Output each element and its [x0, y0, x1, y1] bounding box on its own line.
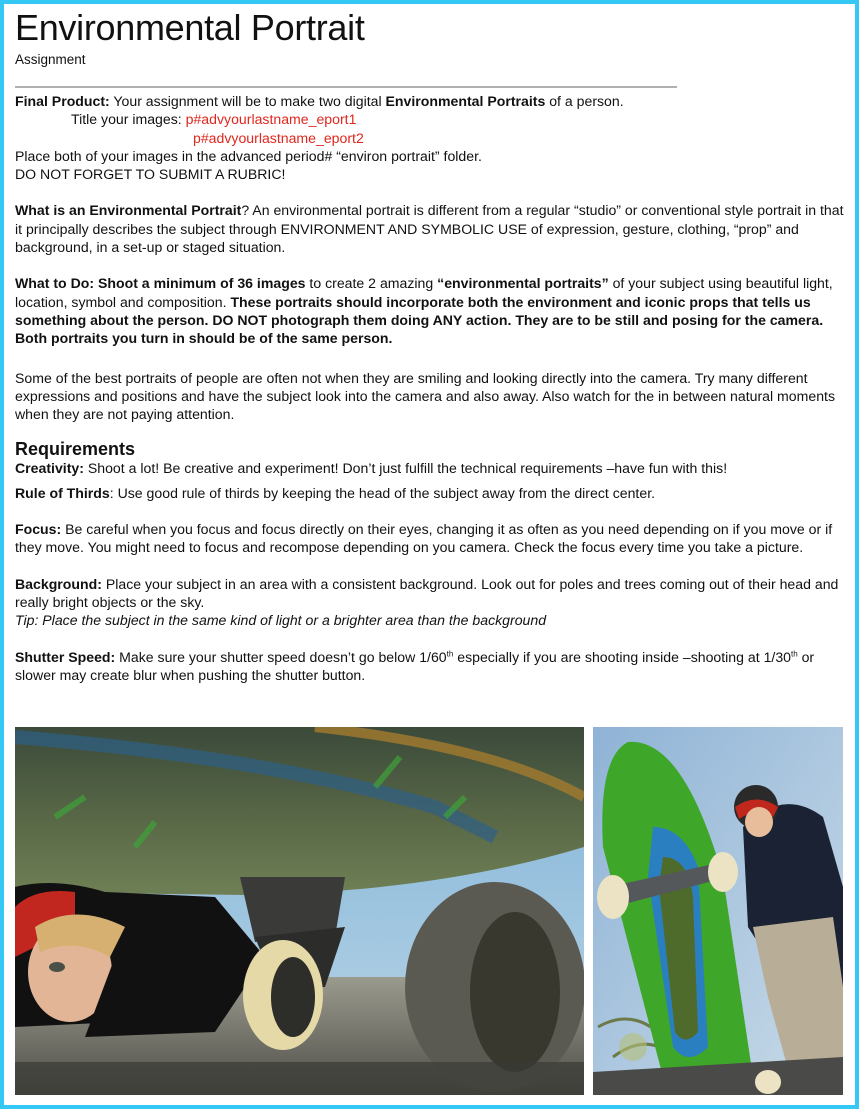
rule-of-thirds-item	[15, 484, 845, 502]
focus-item	[15, 520, 845, 557]
rubric-reminder: DO NOT FORGET TO SUBMIT A RUBRIC!	[15, 166, 286, 183]
what-is-label: What is an Environmental Portrait	[15, 202, 242, 219]
shutter-label: Shutter Speed:	[15, 648, 116, 665]
what-to-do-label: What to Do: Shoot a minimum of 36 images	[15, 275, 306, 292]
what-is-section	[15, 201, 845, 256]
filename-1: p#advyourlastname_eport1	[185, 111, 357, 128]
best-portraits-text: Some of the best portraits of people are often not when they are smiling and looking directly into the camera. Try many different expressions and positions and have the subject look into the camera and also away. Also watch for the in between natural moments when they are not paying attention.	[15, 369, 836, 423]
final-product-text: Your assignment will be to make two digital	[109, 93, 386, 109]
shutter-text1: Make sure your shutter speed doesn’t go below 1/60	[115, 648, 447, 665]
thirds-label: Rule of Thirds	[15, 484, 110, 501]
final-product-text-end: of a person.	[545, 93, 624, 109]
what-is-paragraph	[15, 201, 845, 256]
filename-2: p#advyourlastname_eport2	[193, 129, 364, 146]
shutter-text3: or slower may create blur when pushing the shutter button.	[15, 648, 815, 683]
shutter-sup1: th	[446, 648, 454, 658]
final-product-bold: Environmental Portraits	[385, 93, 546, 109]
divider	[15, 86, 677, 88]
thirds-text: : Use good rule of thirds by keeping the head of the subject away from the direct center.	[109, 484, 656, 501]
shutter-sup2: th	[791, 648, 798, 658]
what-to-do-text2: of your subject using beautiful light, location, symbol and composition.	[15, 275, 833, 310]
page-subtitle: Assignment	[15, 52, 86, 67]
photo-under-skateboard-image	[15, 727, 584, 1095]
what-to-do-section	[15, 274, 845, 347]
shutter-text2: especially if you are shooting inside –shooting at 1/30	[453, 648, 791, 665]
background-label: Background:	[15, 575, 102, 592]
creativity-item	[15, 459, 845, 477]
creativity-text: Shoot a lot! Be creative and experiment! Don’t just fulfill the technical requirements –have fun with this!	[83, 460, 728, 477]
title-images-label: Title your images:	[71, 111, 186, 128]
what-to-do-bold1: “environmental portraits”	[437, 275, 609, 292]
example-photos	[15, 727, 845, 1095]
what-is-text: ? An environmental portrait is different from a regular “studio” or conventional style portrait in that it principally describes the subject through ENVIRONMENT AND SYMBOLIC USE of expression, gesture, clothing, “prop” and background, in a set-up or staged situation.	[15, 202, 844, 256]
creativity-label: Creativity:	[15, 460, 84, 477]
best-portraits-section	[15, 369, 845, 424]
final-product-section	[15, 92, 845, 183]
what-to-do-text1: to create 2 amazing	[305, 275, 438, 292]
background-paragraph	[15, 575, 845, 612]
filename-2-line	[15, 129, 845, 147]
what-to-do-bold2: These portraits should incorporate both the environment and iconic props that tells us something about the person. DO NOT photograph them doing ANY action. They are to be still and posing for the camera. Both portraits you turn in should be of the same person.	[15, 293, 824, 347]
focus-text: Be careful when you focus and focus directly on their eyes, changing it as often as you need depending on if you move or if they move. You might need to focus and recompose depending on you camera. Check the focus every time you take a picture.	[15, 521, 833, 556]
tip-text: Tip: Place the subject in the same kind of light or a brighter area than the background	[15, 612, 547, 629]
shutter-speed-item	[15, 648, 845, 685]
final-product-line	[15, 92, 845, 110]
final-product-label: Final Product:	[15, 93, 110, 109]
photo-standing-skateboarder	[593, 727, 843, 1095]
requirements-heading: Requirements	[15, 439, 136, 460]
tip-paragraph	[15, 611, 845, 629]
what-to-do-paragraph	[15, 274, 845, 347]
title-images-line	[15, 110, 845, 128]
photo-standing-skateboarder-image	[593, 727, 843, 1095]
photo-under-skateboard	[15, 727, 584, 1095]
page-title: Environmental Portrait	[15, 7, 365, 48]
background-text: Place your subject in an area with a consistent background. Look out for poles and trees coming out of their head and really bright objects or the sky.	[15, 575, 839, 610]
place-images-text: Place both of your images in the advanced period# “environ portrait” folder.	[15, 147, 482, 164]
focus-label: Focus:	[15, 521, 62, 538]
document-page	[15, 8, 845, 684]
background-item	[15, 575, 845, 630]
